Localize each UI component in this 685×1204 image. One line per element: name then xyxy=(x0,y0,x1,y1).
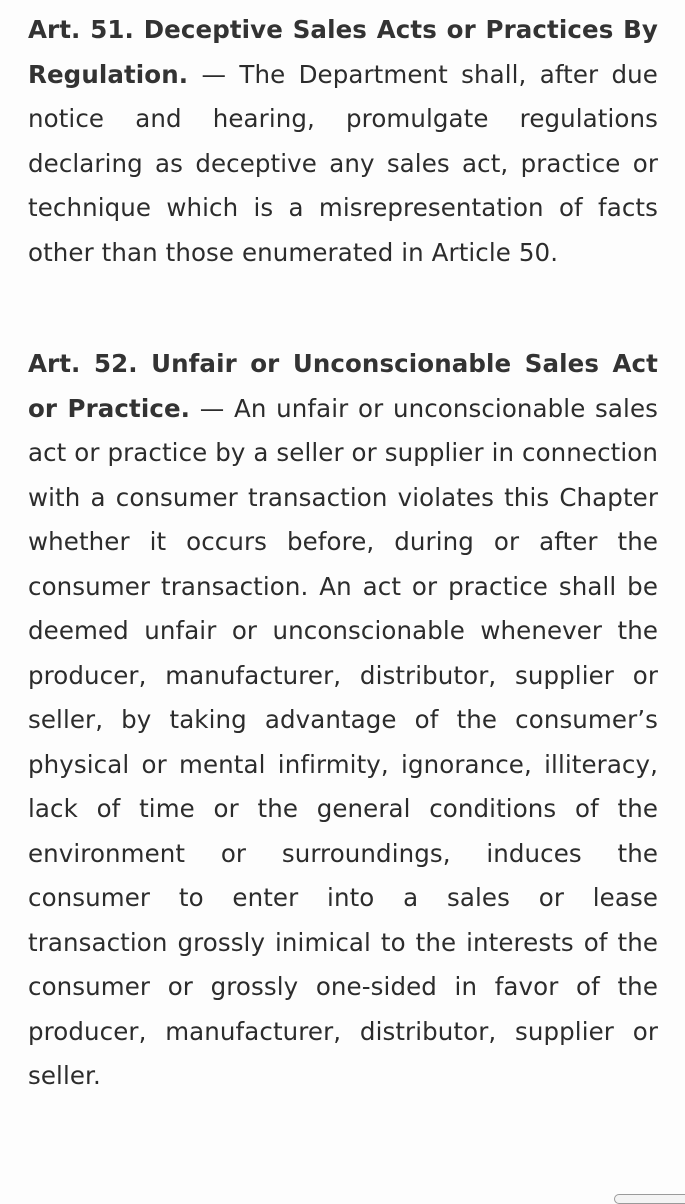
article-52-dash: — xyxy=(190,393,235,423)
article-51-heading: Art. 51. Deceptive Sales Acts or Practices By Regulation. xyxy=(28,15,658,89)
article-52-heading: Art. 52. Unfair or Unconscionable Sales Act or Practice. xyxy=(28,349,658,423)
scroll-handle[interactable] xyxy=(614,1194,685,1204)
article-51-dash: — xyxy=(188,59,240,89)
article-52 xyxy=(28,342,658,1099)
document-body xyxy=(28,8,658,1099)
article-51 xyxy=(28,8,658,275)
article-52-text: An unfair or unconscionable sales act or practice by a seller or supplier in connection with a consumer transaction violates this Chapter whether it occurs before, during or after the consumer transaction. An act or practice shall be deemed unfair or unconscionable whenever the producer, manufacturer, distributor, supplier or seller, by taking advantage of the consumer’s physical or mental infirmity, ignorance, illiteracy, lack of time or the general conditions of the environment or surroundings, induces the consumer to enter into a sales or lease transaction grossly inimical to the interests of the consumer or grossly one-sided in favor of the producer, manufacturer, distributor, supplier or seller. xyxy=(28,393,658,1090)
article-51-text: The Department shall, after due notice and hearing, promulgate regulations declaring as deceptive any sales act, practice or technique which is a misrepresentation of facts other than those enumerated in Article 50. xyxy=(28,59,658,267)
